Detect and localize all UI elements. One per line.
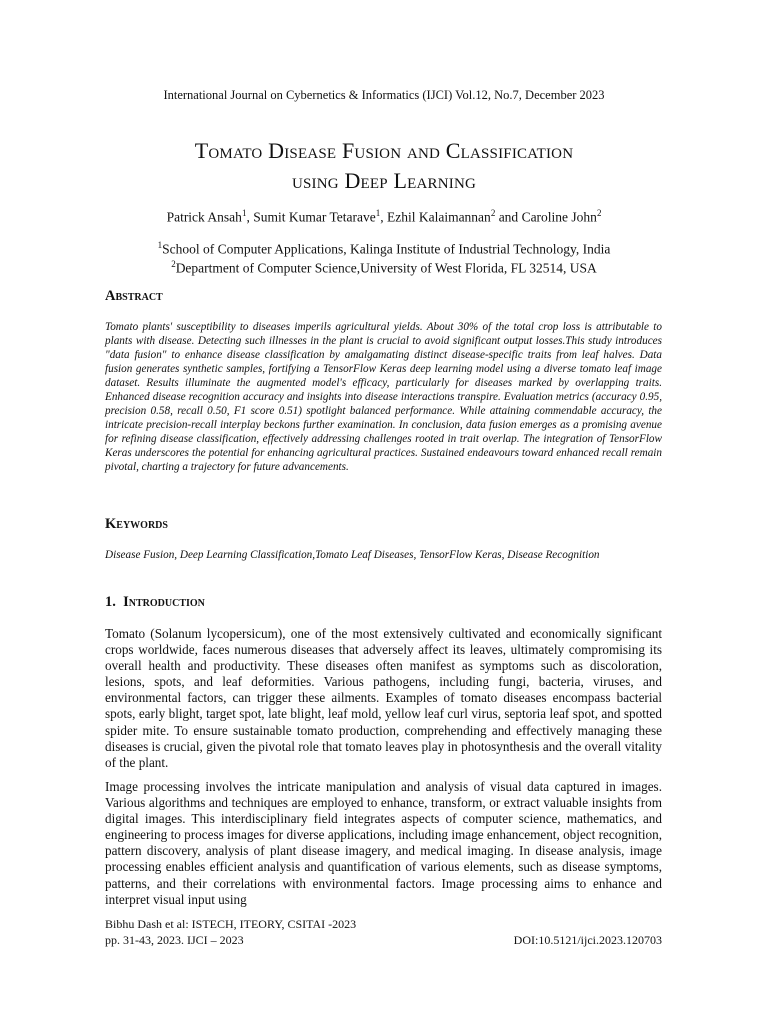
section-number: 1.	[105, 594, 116, 610]
author-name: Patrick Ansah	[166, 209, 242, 225]
author-affiliation-mark: 1	[241, 208, 247, 218]
affiliation-2	[0, 259, 768, 277]
abstract-heading: Abstract	[105, 288, 163, 304]
footer-row	[105, 932, 662, 948]
page-footer	[105, 916, 662, 948]
title-line-1: Tomato Disease Fusion and Classification	[194, 138, 574, 163]
abstract-text: Tomato plants' susceptibility to diseases imperils agricultural yields. About 30% of the total crop loss is attributable to plants with disease. Detecting such illnesses in the plant is crucial to avoid significant output losses.This study introduces "data fusion" to enhance disease classification by amalgamating distinct disease-specific traits from leaf halves. Data fusion generates synthetic samples, fortifying a TensorFlow Keras deep learning model using a diverse tomato leaf image dataset. Results illuminate the augmented model's efficacy, particularly for diseases marked by overlapping traits. Enhanced disease recognition accuracy and insights into disease interactions transpire. Evaluation metrics (accuracy 0.95, precision 0.58, recall 0.50, F1 score 0.51) spotlight balanced performance. While attaining commendable accuracy, the intricate precision-recall interplay beckons further examination. In conclusion, data fusion emerges as a promising avenue for refining disease classification, effectively addressing challenges rooted in trait overlap. The integration of TensorFlow Keras underscores the potential for enhancing agricultural practices. Sustained endeavours toward enhanced recall remain pivotal, charting a trajectory for future advancements.	[105, 321, 662, 473]
author-affiliation-mark: 2	[596, 208, 602, 218]
footer-pages: pp. 31-43, 2023. IJCI – 2023	[105, 933, 244, 947]
footer-doi: DOI:10.5121/ijci.2023.120703	[513, 933, 662, 947]
intro-paragraph-1: Tomato (Solanum lycopersicum), one of the most extensively cultivated and economically significant crops worldwide, faces numerous diseases that adversely affect its leaves, ultimately compromising its overall health and productivity. These diseases often manifest as symptoms such as discoloration, lesions, spots, and leaf deformities. Various pathogens, including fungi, bacteria, viruses, and environmental factors, can trigger these ailments. Examples of tomato diseases encompass bacterial spots, early blight, target spot, late blight, leaf mold, yellow leaf curl virus, septoria leaf spot, and spotted spider mite. To ensure sustainable tomato production, comprehending and effectively managing these diseases is crucial, given the pivotal role that tomato leaves play in photosynthesis and the overall vitality of the plant.	[105, 626, 662, 770]
affiliation-mark: 1	[157, 240, 163, 250]
author-affiliation-mark: 1	[375, 208, 381, 218]
author-name: Caroline John	[521, 209, 597, 225]
paper-title	[0, 136, 768, 196]
author-affiliation-mark: 2	[490, 208, 496, 218]
author-separator: ,	[246, 209, 254, 225]
keywords-heading: Keywords	[105, 516, 168, 532]
keywords-text: Disease Fusion, Deep Learning Classification,Tomato Leaf Diseases, TensorFlow Keras, Disease Recognition	[105, 549, 600, 561]
title-line-2: using Deep Learning	[291, 168, 477, 193]
author-name: Sumit Kumar Tetarave	[253, 209, 376, 225]
author-separator: and	[495, 209, 522, 225]
affiliation-text: School of Computer Applications, Kalinga Institute of Industrial Technology, India	[162, 241, 611, 257]
affiliation-text: Department of Computer Science,University of West Florida, FL 32514, USA	[175, 260, 597, 276]
intro-paragraph-2: Image processing involves the intricate manipulation and analysis of visual data captured in images. Various algorithms and techniques are employed to enhance, transform, or extract valuable insights from digital images. This interdisciplinary field integrates aspects of computer science, mathematics, and engineering to process images for diverse applications, including image enhancement, object recognition, pattern discovery, analysis of plant disease imagery, and medical imaging. In disease analysis, image processing enables efficient analysis and quantification of various elements, such as disease symptoms, patterns, and their correlations with environmental factors. Image processing aims to enhance and interpret visual input using	[105, 779, 662, 907]
section-title: Introduction	[123, 594, 205, 610]
affiliation-mark: 2	[171, 259, 176, 269]
running-head: International Journal on Cybernetics & Informatics (IJCI) Vol.12, No.7, December 2023	[163, 88, 605, 102]
author-name: Ezhil Kalaimannan	[386, 209, 491, 225]
author-list	[0, 208, 768, 226]
footer-citation: Bibhu Dash et al: ISTECH, ITEORY, CSITAI -2023	[105, 917, 357, 931]
affiliation-1	[0, 240, 768, 258]
author-separator: ,	[380, 209, 387, 225]
introduction-heading	[105, 594, 205, 611]
